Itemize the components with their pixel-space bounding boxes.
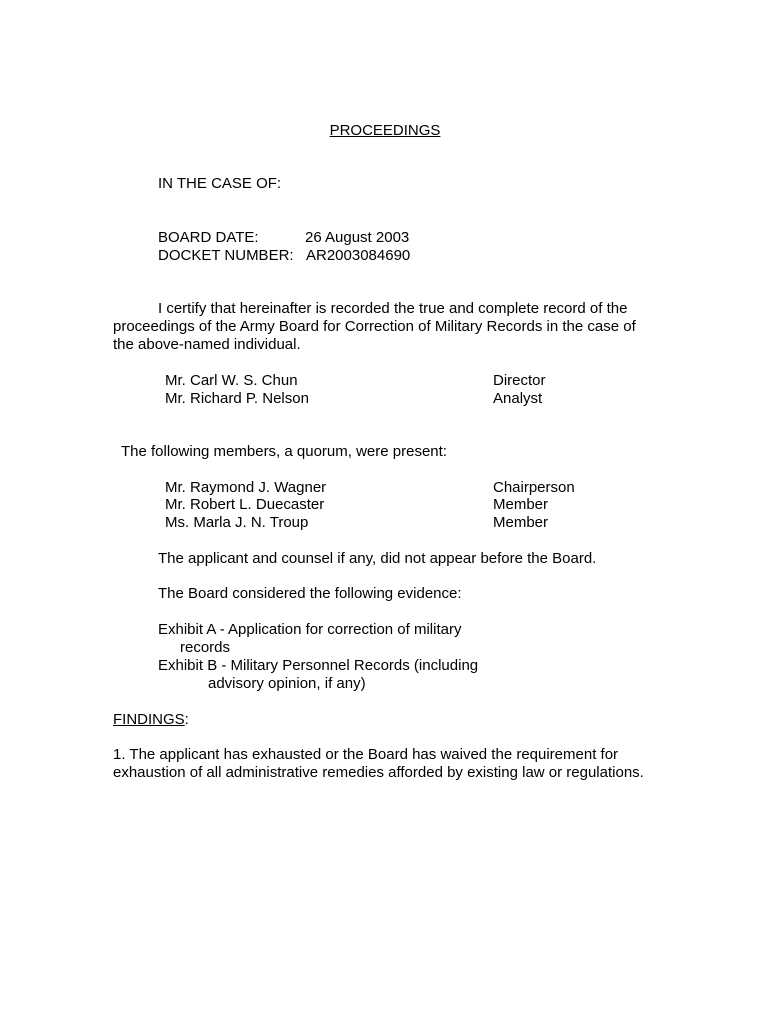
member-role: Member <box>493 496 549 513</box>
exhibit-a-line2: records <box>180 639 231 656</box>
quorum-text: The following members, a quorum, were present: <box>121 443 447 460</box>
exhibit-a-line1: Exhibit A - Application for correction of military <box>158 621 462 638</box>
findings-heading-wrap <box>113 711 189 729</box>
certify-paragraph <box>113 300 653 354</box>
exhibit-b-line1: Exhibit B - Military Personnel Records (including <box>158 657 479 674</box>
docket-label: DOCKET NUMBER: <box>158 247 294 264</box>
board-date-label: BOARD DATE: <box>158 229 259 246</box>
appearance-text: The applicant and counsel if any, did not appear before the Board. <box>158 550 597 567</box>
staff-role: Director <box>493 372 546 389</box>
staff-name: Mr. Richard P. Nelson <box>165 390 309 407</box>
board-date-value: 26 August 2003 <box>305 229 410 246</box>
member-role: Member <box>493 514 549 531</box>
certify-text: I certify that hereinafter is recorded the true and complete record of the proceedings of the Army Board for Correction of Military Records in the case of the above-named individual. <box>113 300 636 353</box>
case-label: IN THE CASE OF: <box>158 175 282 192</box>
page-title: PROCEEDINGS <box>329 122 441 139</box>
findings-colon: : <box>184 711 189 728</box>
findings-heading: FINDINGS <box>113 711 185 728</box>
member-name: Mr. Robert L. Duecaster <box>165 496 325 513</box>
docket-value: AR2003084690 <box>306 247 411 264</box>
evidence-intro: The Board considered the following evidence: <box>158 585 462 602</box>
finding-1: 1. The applicant has exhausted or the Board has waived the requirement for exhaustion of all administrative remedies afforded by existing law or regulations. <box>113 746 644 781</box>
member-name: Mr. Raymond J. Wagner <box>165 479 327 496</box>
exhibit-b-line2: advisory opinion, if any) <box>208 675 366 692</box>
member-name: Ms. Marla J. N. Troup <box>165 514 309 531</box>
staff-role: Analyst <box>493 390 543 407</box>
staff-name: Mr. Carl W. S. Chun <box>165 372 298 389</box>
member-role: Chairperson <box>493 479 575 496</box>
